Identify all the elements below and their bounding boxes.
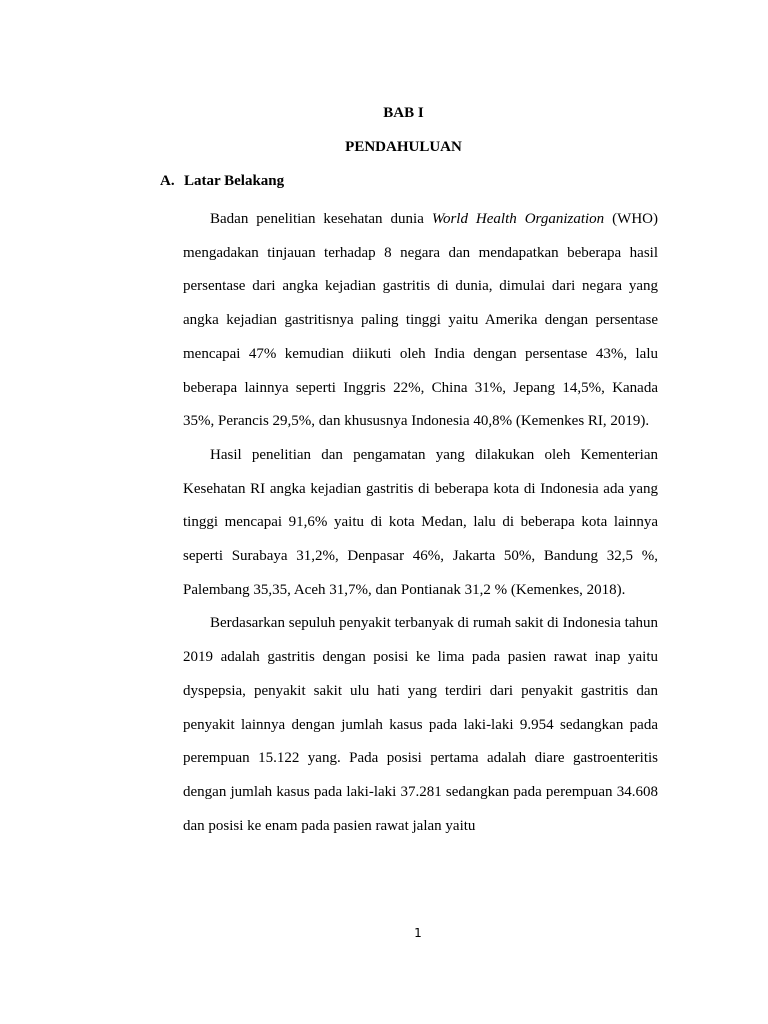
paragraph-city-statistics: Hasil penelitian dan pengamatan yang dilakukan oleh Kementerian Kesehatan RI angka kejadian gastritis di beberapa kota di Indonesia ada yang tinggi mencapai 91,6% yaitu di kota Medan, lalu di beberapa kota lainnya seperti Surabaya 31,2%, Denpasar 46%, Jakarta 50%, Bandung 32,5 %, Palembang 35,35, Aceh 31,7%, dan Pontianak 31,2 % (Kemenkes, 2018). bbox=[183, 446, 658, 598]
paragraph-who-statistics bbox=[183, 203, 658, 439]
section-heading bbox=[160, 171, 284, 191]
section-letter: A. bbox=[160, 173, 175, 189]
body-text bbox=[183, 203, 658, 843]
section-title: Latar Belakang bbox=[184, 173, 285, 189]
paragraph-text: (WHO) mengadakan tinjauan terhadap 8 negara dan mendapatkan beberapa hasil persentase dari angka kejadian gastritis di dunia, dimulai dari negara yang angka kejadian gastritisnya paling tinggi yaitu Amerika dengan persentase mencapai 47% kemudian diikuti oleh India dengan persentase 43%, lalu beberapa lainnya seperti Inggris 22%, China 31%, Jepang 14,5%, Kanada 35%, Perancis 29,5%, dan khususnya Indonesia 40,8% (Kemenkes RI, 2019). bbox=[183, 211, 658, 430]
chapter-title: PENDAHULUAN bbox=[345, 139, 462, 155]
paragraph-text: Badan penelitian kesehatan dunia bbox=[210, 211, 432, 227]
paragraph-hospital-statistics: Berdasarkan sepuluh penyakit terbanyak di rumah sakit di Indonesia tahun 2019 adalah gastritis dengan posisi ke lima pada pasien rawat inap yaitu dyspepsia, penyakit sakit ulu hati yang terdiri dari penyakit gastritis dan penyakit lainnya dengan jumlah kasus pada laki-laki 9.954 sedangkan pada perempuan 15.122 yang. Pada posisi pertama adalah diare gastroenteritis dengan jumlah kasus pada laki-laki 37.281 sedangkan pada perempuan 34.608 dan posisi ke enam pada pasien rawat jalan yaitu bbox=[183, 615, 658, 834]
page-number: 1 bbox=[414, 926, 422, 940]
chapter-number: BAB I bbox=[383, 105, 424, 121]
organization-name: World Health Organization bbox=[431, 211, 605, 227]
